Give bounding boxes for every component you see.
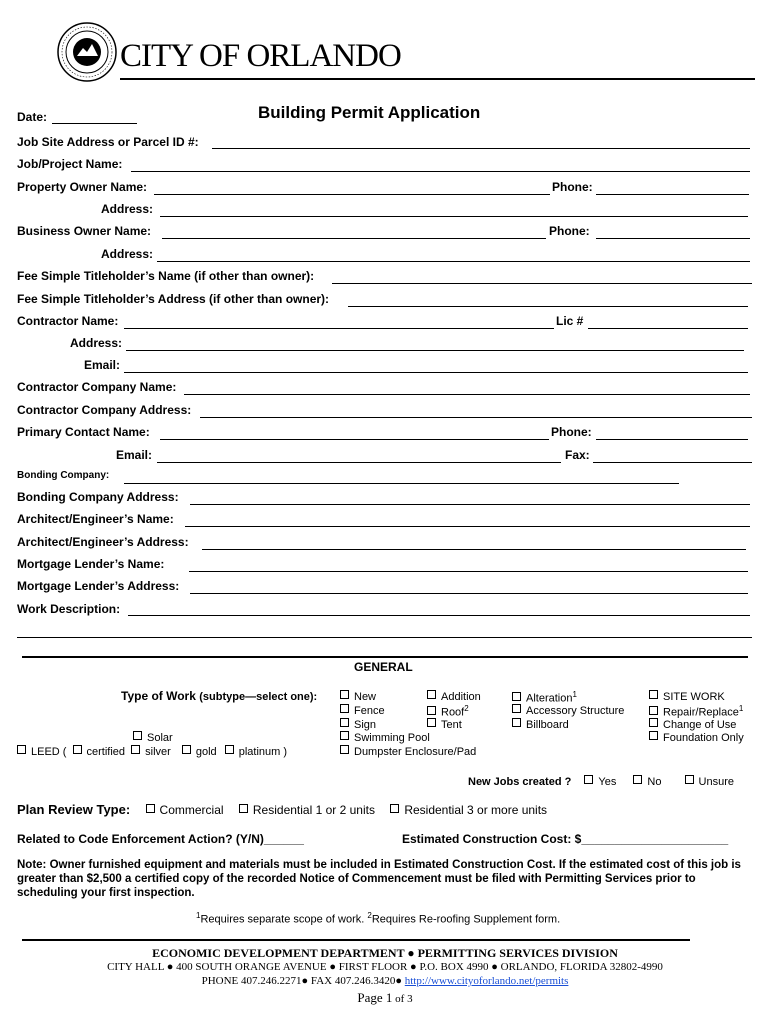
estimated-cost[interactable]: Estimated Construction Cost: $______________________ bbox=[402, 832, 729, 846]
architect-address-label: Architect/Engineer’s Address: bbox=[17, 535, 189, 549]
project-name-label: Job/Project Name: bbox=[17, 157, 123, 171]
repair-checkbox[interactable] bbox=[649, 706, 658, 715]
contractor-company-address-field[interactable] bbox=[200, 403, 752, 418]
repair-label: Repair/Replace bbox=[663, 706, 739, 719]
silver-label: silver bbox=[145, 746, 171, 758]
mortgage-name-label: Mortgage Lender’s Name: bbox=[17, 557, 165, 571]
work-description-field[interactable] bbox=[128, 601, 750, 616]
dumpster-checkbox[interactable] bbox=[340, 745, 349, 754]
footer-rule bbox=[22, 939, 690, 941]
architect-name-field[interactable] bbox=[185, 512, 750, 527]
no-label: No bbox=[647, 776, 662, 788]
tent-checkbox[interactable] bbox=[427, 718, 436, 727]
primary-email-field[interactable] bbox=[157, 448, 561, 463]
titleholder-address-field[interactable] bbox=[348, 292, 748, 307]
option-tent[interactable] bbox=[427, 718, 462, 731]
business-owner-field[interactable] bbox=[162, 224, 546, 239]
contractor-address-label: Address: bbox=[70, 336, 123, 350]
bonding-company-label: Bonding Company: bbox=[17, 470, 110, 481]
page-of: of 3 bbox=[392, 993, 413, 1005]
contractor-name-label: Contractor Name: bbox=[17, 314, 119, 328]
footer-address: CITY HALL ● 400 SOUTH ORANGE AVENUE ● FIRST FLOOR ● P.O. BOX 4990 ● ORLANDO, FLORIDA 32802-4990 bbox=[107, 961, 663, 973]
footer-phone: PHONE 407.246.2271● FAX 407.246.3420● bbox=[201, 975, 402, 987]
code-enforcement[interactable]: Related to Code Enforcement Action? (Y/N)______ bbox=[17, 832, 304, 846]
titleholder-address-label: Fee Simple Titleholder’s Address (if other than owner): bbox=[17, 292, 330, 306]
option-new[interactable] bbox=[340, 690, 376, 703]
lic-field[interactable] bbox=[588, 314, 748, 329]
footnote-sup1: 1 bbox=[196, 911, 201, 920]
unsure-label: Unsure bbox=[698, 776, 734, 788]
date-field[interactable] bbox=[52, 123, 137, 124]
primary-phone-field[interactable] bbox=[596, 425, 748, 440]
site-work-checkbox[interactable] bbox=[649, 690, 658, 699]
foundation-checkbox[interactable] bbox=[649, 731, 658, 740]
alteration-sup: 1 bbox=[572, 690, 577, 699]
solar-label: Solar bbox=[147, 732, 173, 744]
leed-label: LEED ( bbox=[31, 746, 67, 758]
option-change-of-use[interactable] bbox=[649, 718, 736, 731]
leed-checkbox[interactable] bbox=[17, 745, 26, 754]
new-checkbox[interactable] bbox=[340, 690, 349, 699]
option-fence[interactable] bbox=[340, 704, 385, 717]
job-site-field[interactable] bbox=[212, 134, 750, 149]
contractor-email-label: Email: bbox=[84, 358, 121, 372]
page-num: 1 bbox=[385, 990, 393, 1005]
owner-phone-field[interactable] bbox=[596, 180, 749, 195]
primary-contact-field[interactable] bbox=[160, 425, 549, 440]
footnote-sup2: 2 bbox=[367, 911, 372, 920]
gold-checkbox[interactable] bbox=[182, 745, 191, 754]
tent-label: Tent bbox=[441, 719, 462, 731]
roof-checkbox[interactable] bbox=[427, 706, 436, 715]
option-accessory[interactable] bbox=[512, 704, 624, 717]
titleholder-name-field[interactable] bbox=[332, 269, 752, 284]
contractor-company-address-label: Contractor Company Address: bbox=[17, 403, 192, 417]
swimming-pool-label: Swimming Pool bbox=[354, 732, 430, 744]
option-solar[interactable] bbox=[133, 731, 173, 744]
titleholder-name-label: Fee Simple Titleholder’s Name (if other than owner): bbox=[17, 269, 315, 283]
work-description-field-2[interactable] bbox=[17, 623, 752, 638]
business-owner-label: Business Owner Name: bbox=[17, 224, 152, 238]
roof-label: Roof bbox=[441, 706, 465, 719]
silver-checkbox[interactable] bbox=[131, 745, 140, 754]
owner-name-field[interactable] bbox=[154, 180, 550, 195]
new-jobs-row bbox=[468, 775, 734, 788]
residential3-checkbox[interactable] bbox=[390, 804, 399, 813]
fax-label: Fax: bbox=[565, 448, 590, 462]
billboard-checkbox[interactable] bbox=[512, 718, 521, 727]
roof-sup: 2 bbox=[464, 704, 469, 713]
city-seal bbox=[57, 22, 117, 82]
yes-checkbox[interactable] bbox=[584, 775, 593, 784]
bonding-address-label: Bonding Company Address: bbox=[17, 490, 179, 504]
type-of-work-label bbox=[121, 689, 317, 703]
business-address-field[interactable] bbox=[157, 247, 750, 262]
type-of-work-sub: (subtype—select one): bbox=[199, 691, 318, 703]
option-alteration[interactable] bbox=[512, 690, 577, 705]
accessory-label: Accessory Structure bbox=[526, 705, 625, 717]
accessory-checkbox[interactable] bbox=[512, 704, 521, 713]
general-rule bbox=[22, 656, 748, 658]
option-billboard[interactable] bbox=[512, 718, 569, 731]
owner-phone-label: Phone: bbox=[552, 180, 593, 194]
job-site-label: Job Site Address or Parcel ID #: bbox=[17, 135, 199, 149]
option-roof[interactable] bbox=[427, 704, 469, 719]
swimming-pool-checkbox[interactable] bbox=[340, 731, 349, 740]
option-repair[interactable] bbox=[649, 704, 743, 719]
bonding-company-field[interactable] bbox=[124, 469, 679, 484]
footer-contact bbox=[0, 975, 770, 987]
option-foundation[interactable] bbox=[649, 731, 744, 744]
new-jobs-label: New Jobs created ? bbox=[468, 776, 572, 788]
dumpster-label: Dumpster Enclosure/Pad bbox=[354, 746, 477, 758]
commercial-label: Commercial bbox=[159, 803, 224, 817]
business-phone-field[interactable] bbox=[596, 224, 750, 239]
business-address-label: Address: bbox=[101, 247, 154, 261]
option-sign[interactable] bbox=[340, 718, 376, 731]
addition-checkbox[interactable] bbox=[427, 690, 436, 699]
residential12-checkbox[interactable] bbox=[239, 804, 248, 813]
platinum-label: platinum ) bbox=[238, 746, 288, 758]
architect-address-field[interactable] bbox=[202, 535, 746, 550]
no-checkbox[interactable] bbox=[633, 775, 642, 784]
page-word: Page bbox=[357, 990, 383, 1005]
foundation-label: Foundation Only bbox=[663, 732, 744, 744]
option-dumpster[interactable] bbox=[340, 745, 476, 758]
owner-name-label: Property Owner Name: bbox=[17, 180, 148, 194]
fence-checkbox[interactable] bbox=[340, 704, 349, 713]
plan-review-row bbox=[17, 802, 547, 817]
primary-contact-label: Primary Contact Name: bbox=[17, 425, 150, 439]
repair-sup: 1 bbox=[738, 704, 744, 713]
sign-checkbox[interactable] bbox=[340, 718, 349, 727]
yes-label: Yes bbox=[598, 776, 617, 788]
footnote bbox=[196, 911, 560, 926]
certified-checkbox[interactable] bbox=[73, 745, 82, 754]
option-site-work[interactable] bbox=[649, 690, 725, 703]
mortgage-address-label: Mortgage Lender’s Address: bbox=[17, 579, 180, 593]
alteration-label: Alteration bbox=[526, 692, 573, 705]
general-heading: GENERAL bbox=[354, 660, 413, 674]
architect-name-label: Architect/Engineer’s Name: bbox=[17, 512, 174, 526]
fence-label: Fence bbox=[354, 705, 385, 717]
header-rule bbox=[120, 78, 755, 80]
platinum-checkbox[interactable] bbox=[225, 745, 234, 754]
alteration-checkbox[interactable] bbox=[512, 692, 521, 701]
solar-checkbox[interactable] bbox=[133, 731, 142, 740]
change-of-use-label: Change of Use bbox=[663, 719, 737, 731]
form-title: Building Permit Application bbox=[258, 103, 481, 122]
work-description-label: Work Description: bbox=[17, 602, 121, 616]
gold-label: gold bbox=[195, 746, 217, 758]
type-of-work-text: Type of Work bbox=[121, 689, 196, 703]
footer-dept: ECONOMIC DEVELOPMENT DEPARTMENT ● PERMITTING SERVICES DIVISION bbox=[152, 946, 618, 960]
option-swimming-pool[interactable] bbox=[340, 731, 430, 744]
owner-address-label: Address: bbox=[101, 202, 154, 216]
option-addition[interactable] bbox=[427, 690, 481, 703]
business-phone-label: Phone: bbox=[549, 224, 590, 238]
note-text: Note: Owner furnished equipment and materials must be included in Estimated Construction Cost. If the estimated cost of this job is greater than $2,500 a certified copy of the recorded Notice of Commencement must be filed with Permitting Services prior to scheduling your first inspection. bbox=[17, 859, 741, 899]
billboard-label: Billboard bbox=[526, 719, 569, 731]
bonding-address-field[interactable] bbox=[190, 490, 750, 505]
site-work-label: SITE WORK bbox=[663, 691, 725, 703]
city-name: CITY OF ORLANDO bbox=[120, 38, 401, 74]
page-number bbox=[0, 990, 770, 1006]
mortgage-name-field[interactable] bbox=[189, 557, 748, 572]
primary-phone-label: Phone: bbox=[551, 425, 592, 439]
unsure-checkbox[interactable] bbox=[685, 775, 694, 784]
footnote-text2: Requires Re-roofing Supplement form. bbox=[371, 913, 561, 926]
footnote-text1: Requires separate scope of work. bbox=[200, 913, 368, 926]
owner-address-field[interactable] bbox=[160, 202, 748, 217]
certified-label: certified bbox=[86, 746, 126, 758]
new-label: New bbox=[354, 691, 377, 703]
leed-row bbox=[17, 745, 287, 758]
commercial-checkbox[interactable] bbox=[146, 804, 155, 813]
footer-url-link[interactable]: http://www.cityoforlando.net/permits bbox=[404, 975, 569, 987]
primary-email-label: Email: bbox=[116, 448, 153, 462]
addition-label: Addition bbox=[441, 691, 481, 703]
residential12-label: Residential 1 or 2 units bbox=[252, 803, 375, 817]
plan-review-label: Plan Review Type: bbox=[17, 802, 131, 817]
date-label: Date: bbox=[17, 110, 48, 124]
mortgage-address-field[interactable] bbox=[190, 579, 748, 594]
contractor-name-field[interactable] bbox=[124, 314, 554, 329]
contractor-company-label: Contractor Company Name: bbox=[17, 380, 177, 394]
lic-label: Lic # bbox=[556, 314, 584, 328]
contractor-email-field[interactable] bbox=[124, 358, 748, 373]
contractor-address-field[interactable] bbox=[126, 336, 744, 351]
change-of-use-checkbox[interactable] bbox=[649, 718, 658, 727]
sign-label: Sign bbox=[354, 719, 377, 731]
contractor-company-field[interactable] bbox=[184, 380, 750, 395]
residential3-label: Residential 3 or more units bbox=[404, 803, 548, 817]
fax-field[interactable] bbox=[593, 448, 752, 463]
project-name-field[interactable] bbox=[131, 157, 750, 172]
